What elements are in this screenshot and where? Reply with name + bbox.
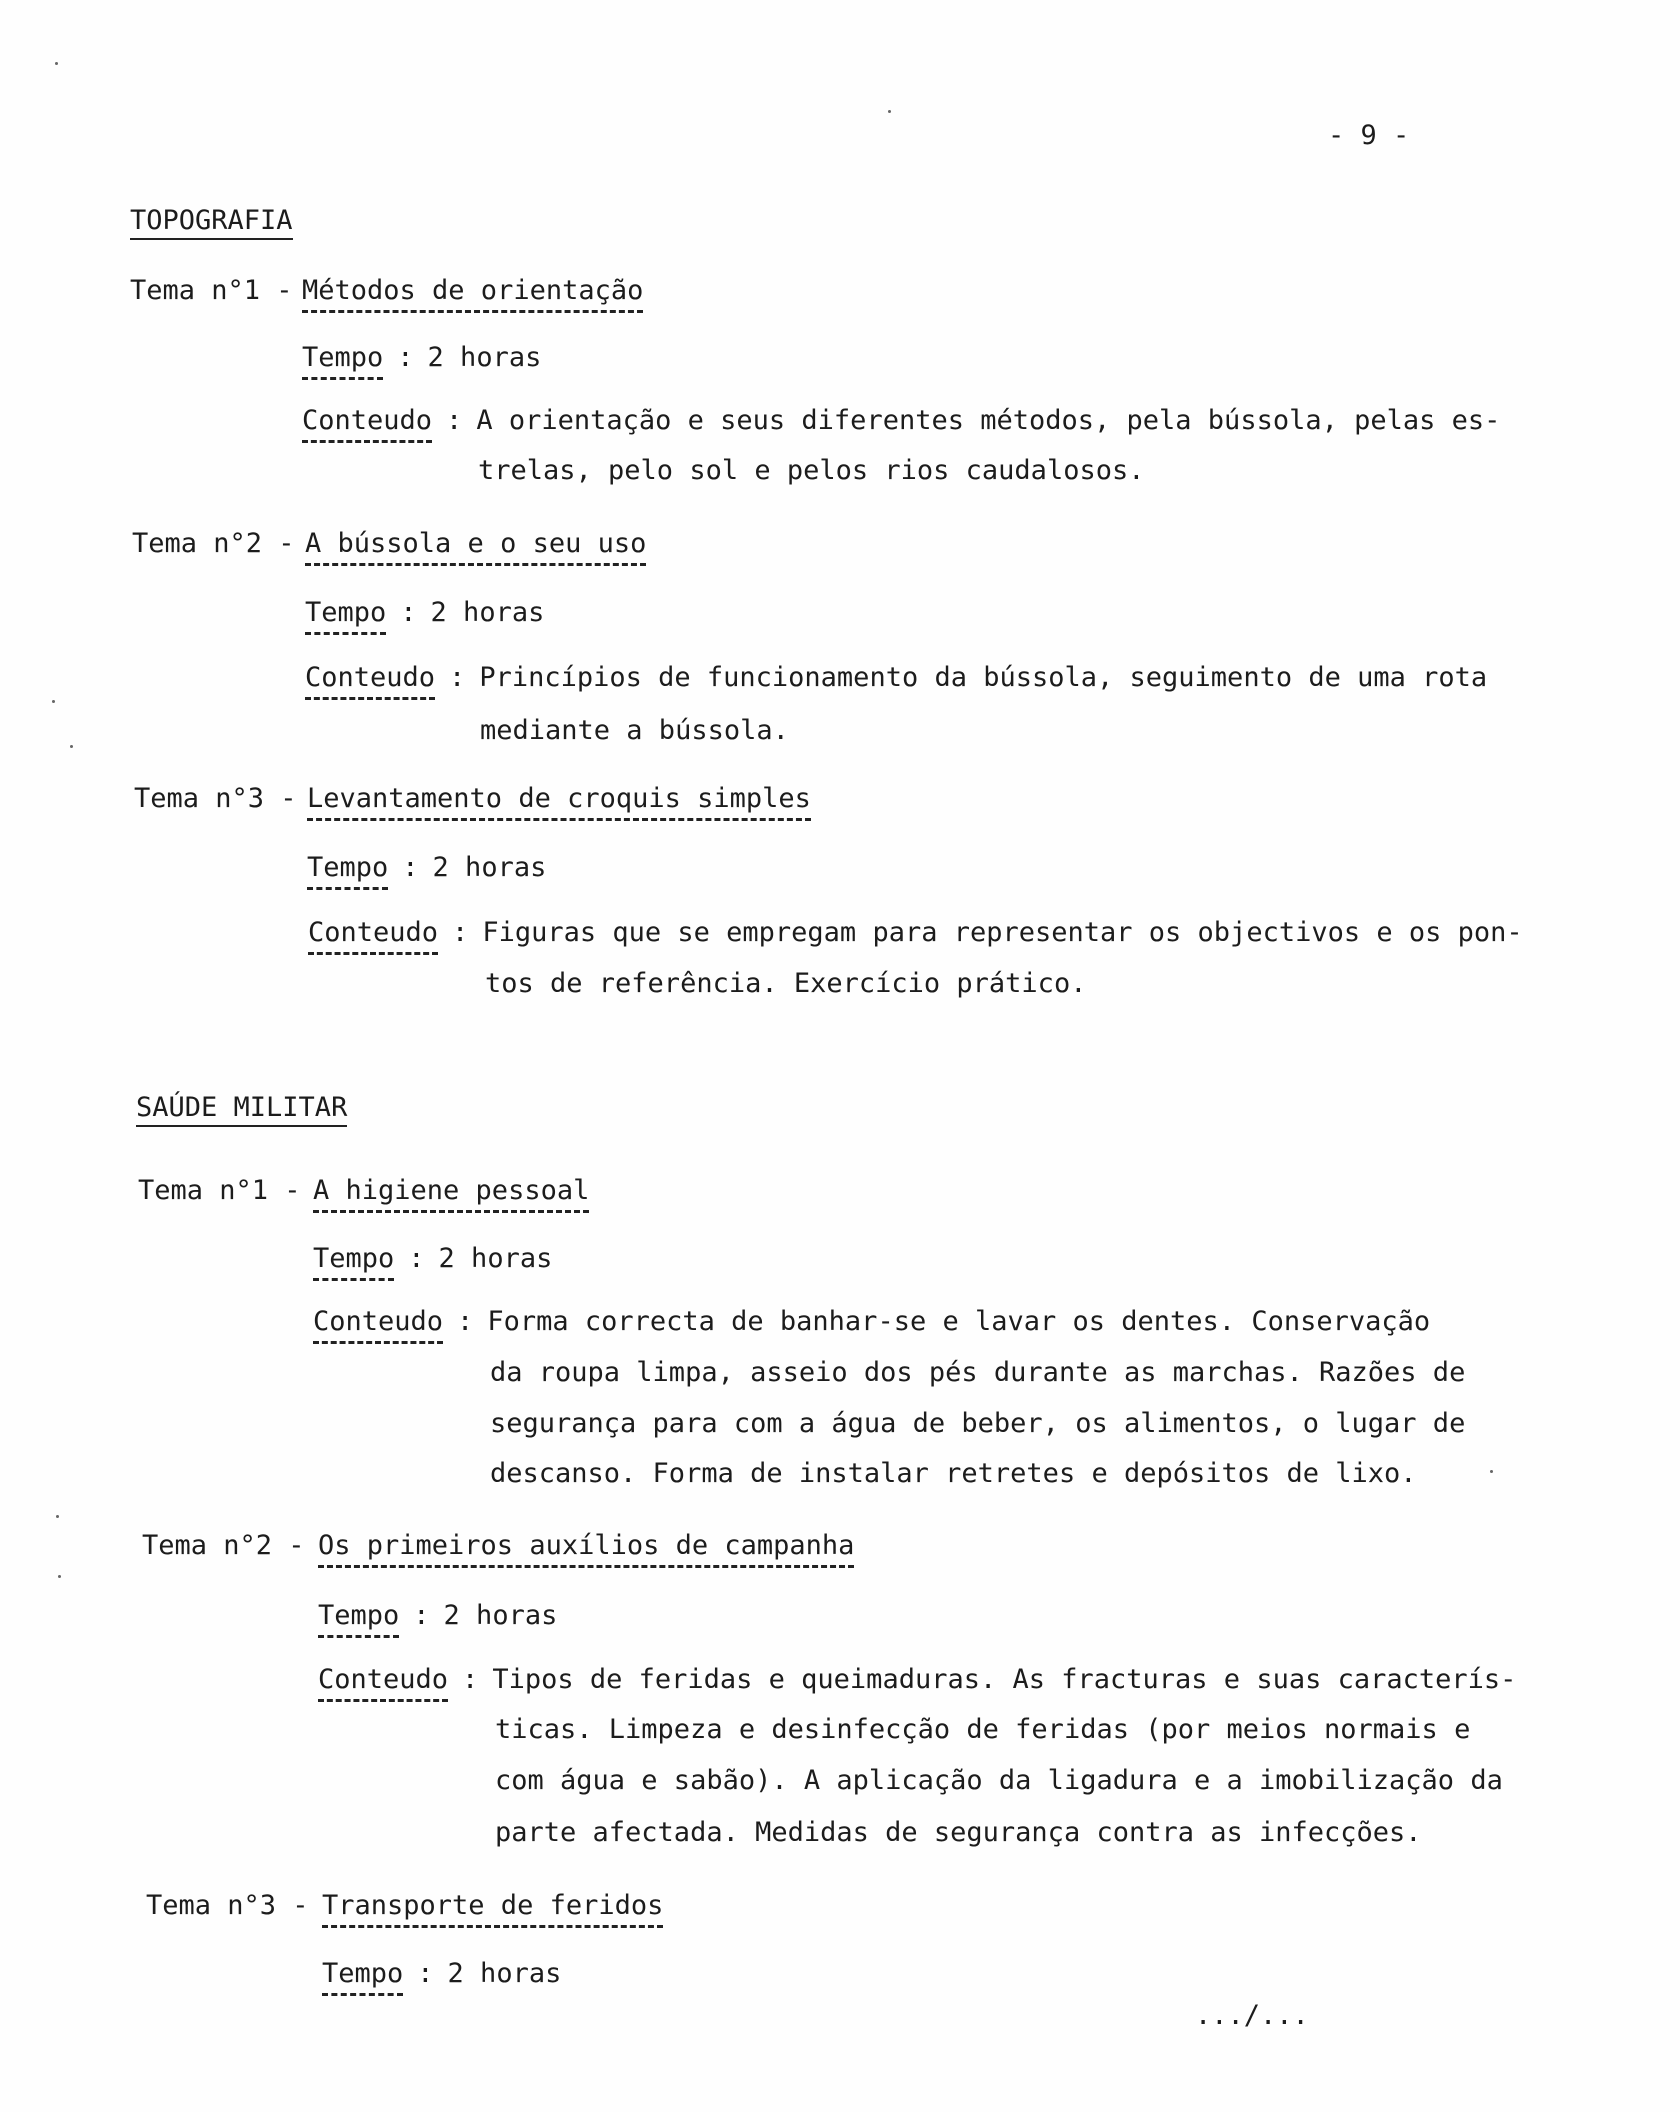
conteudo-label: Conteudo — [318, 1664, 448, 1702]
tempo-label: Tempo — [302, 342, 383, 380]
conteudo-line: trelas, pelo sol e pelos rios caudalosos. — [478, 455, 1145, 486]
scan-speck — [58, 1575, 61, 1578]
conteudo-line: Tipos de feridas e queimaduras. As fracturas e suas caracterís- — [492, 1664, 1517, 1695]
conteudo-row: Conteudo : Forma correcta de banhar-se e lavar os dentes. Conservação — [313, 1306, 1430, 1337]
scan-speck — [55, 62, 58, 65]
tema-title: A bússola e o seu uso — [305, 528, 646, 566]
tempo-row: Tempo : 2 horas — [307, 852, 546, 883]
tema-label: Tema n°3 - — [146, 1890, 309, 1921]
conteudo-line: A orientação e seus diferentes métodos, pela bússola, pelas es- — [476, 405, 1501, 436]
scan-speck — [70, 745, 73, 748]
conteudo-line: mediante a bússola. — [480, 715, 789, 746]
conteudo-line: Princípios de funcionamento da bússola, seguimento de uma rota — [479, 662, 1488, 693]
tema-title: Levantamento de croquis simples — [307, 783, 811, 821]
tempo-value: 2 horas — [438, 1243, 553, 1274]
tempo-value: 2 horas — [432, 852, 547, 883]
tempo-label: Tempo — [313, 1243, 394, 1281]
scan-speck — [1490, 1470, 1493, 1473]
tempo-value: 2 horas — [427, 342, 542, 373]
scan-speck — [56, 1515, 59, 1518]
conteudo-line: segurança para com a água de beber, os alimentos, o lugar de — [490, 1408, 1466, 1439]
tema-label: Tema n°3 - — [134, 783, 297, 814]
tempo-row: Tempo : 2 horas — [313, 1243, 552, 1274]
conteudo-line: descanso. Forma de instalar retretes e depósitos de lixo. — [490, 1458, 1417, 1489]
tema-title: A higiene pessoal — [313, 1175, 589, 1213]
tempo-value: 2 horas — [447, 1958, 562, 1989]
tempo-value: 2 horas — [443, 1600, 558, 1631]
tempo-label: Tempo — [322, 1958, 403, 1996]
conteudo-row: Conteudo : A orientação e seus diferentes métodos, pela bússola, pelas es- — [302, 405, 1500, 436]
tema-label: Tema n°1 - — [138, 1175, 301, 1206]
conteudo-label: Conteudo — [302, 405, 432, 443]
tema-label: Tema n°1 - — [130, 275, 293, 306]
conteudo-line: Figuras que se empregam para representar os objectivos e os pon- — [482, 917, 1523, 948]
conteudo-line: Forma correcta de banhar-se e lavar os dentes. Conservação — [487, 1306, 1431, 1337]
tempo-row: Tempo : 2 horas — [322, 1958, 561, 1989]
conteudo-line: com água e sabão). A aplicação da ligadura e a imobilização da — [495, 1765, 1503, 1796]
conteudo-label: Conteudo — [308, 917, 438, 955]
conteudo-line: ticas. Limpeza e desinfecção de feridas (por meios normais e — [495, 1714, 1471, 1745]
tempo-row: Tempo : 2 horas — [318, 1600, 557, 1631]
section-heading-topografia: TOPOGRAFIA — [130, 205, 293, 240]
tema-label: Tema n°2 - — [142, 1530, 305, 1561]
tema-title: Métodos de orientação — [302, 275, 643, 313]
continuation-mark: .../... — [1195, 2000, 1309, 2031]
conteudo-line: da roupa limpa, asseio dos pés durante as marchas. Razões de — [490, 1357, 1466, 1388]
tema-title: Transporte de feridos — [322, 1890, 663, 1928]
scan-speck — [52, 700, 55, 703]
conteudo-row: Conteudo : Princípios de funcionamento da bússola, seguimento de uma rota — [305, 662, 1487, 693]
tema-title: Os primeiros auxílios de campanha — [318, 1530, 854, 1568]
conteudo-label: Conteudo — [313, 1306, 443, 1344]
conteudo-label: Conteudo — [305, 662, 435, 700]
tema-label: Tema n°2 - — [132, 528, 295, 559]
conteudo-row: Conteudo : Tipos de feridas e queimaduras. As fracturas e suas caracterís- — [318, 1664, 1516, 1695]
section-heading-saude-militar: SAÚDE MILITAR — [136, 1092, 347, 1127]
tempo-value: 2 horas — [430, 597, 545, 628]
tempo-row: Tempo : 2 horas — [302, 342, 541, 373]
tempo-label: Tempo — [318, 1600, 399, 1638]
conteudo-line: parte afectada. Medidas de segurança contra as infecções. — [495, 1817, 1422, 1848]
tempo-label: Tempo — [307, 852, 388, 890]
tempo-row: Tempo : 2 horas — [305, 597, 544, 628]
scan-speck — [888, 110, 891, 113]
tempo-label: Tempo — [305, 597, 386, 635]
page-number: - 9 - — [1328, 120, 1410, 151]
conteudo-row: Conteudo : Figuras que se empregam para representar os objectivos e os pon- — [308, 917, 1523, 948]
conteudo-line: tos de referência. Exercício prático. — [485, 968, 1087, 999]
